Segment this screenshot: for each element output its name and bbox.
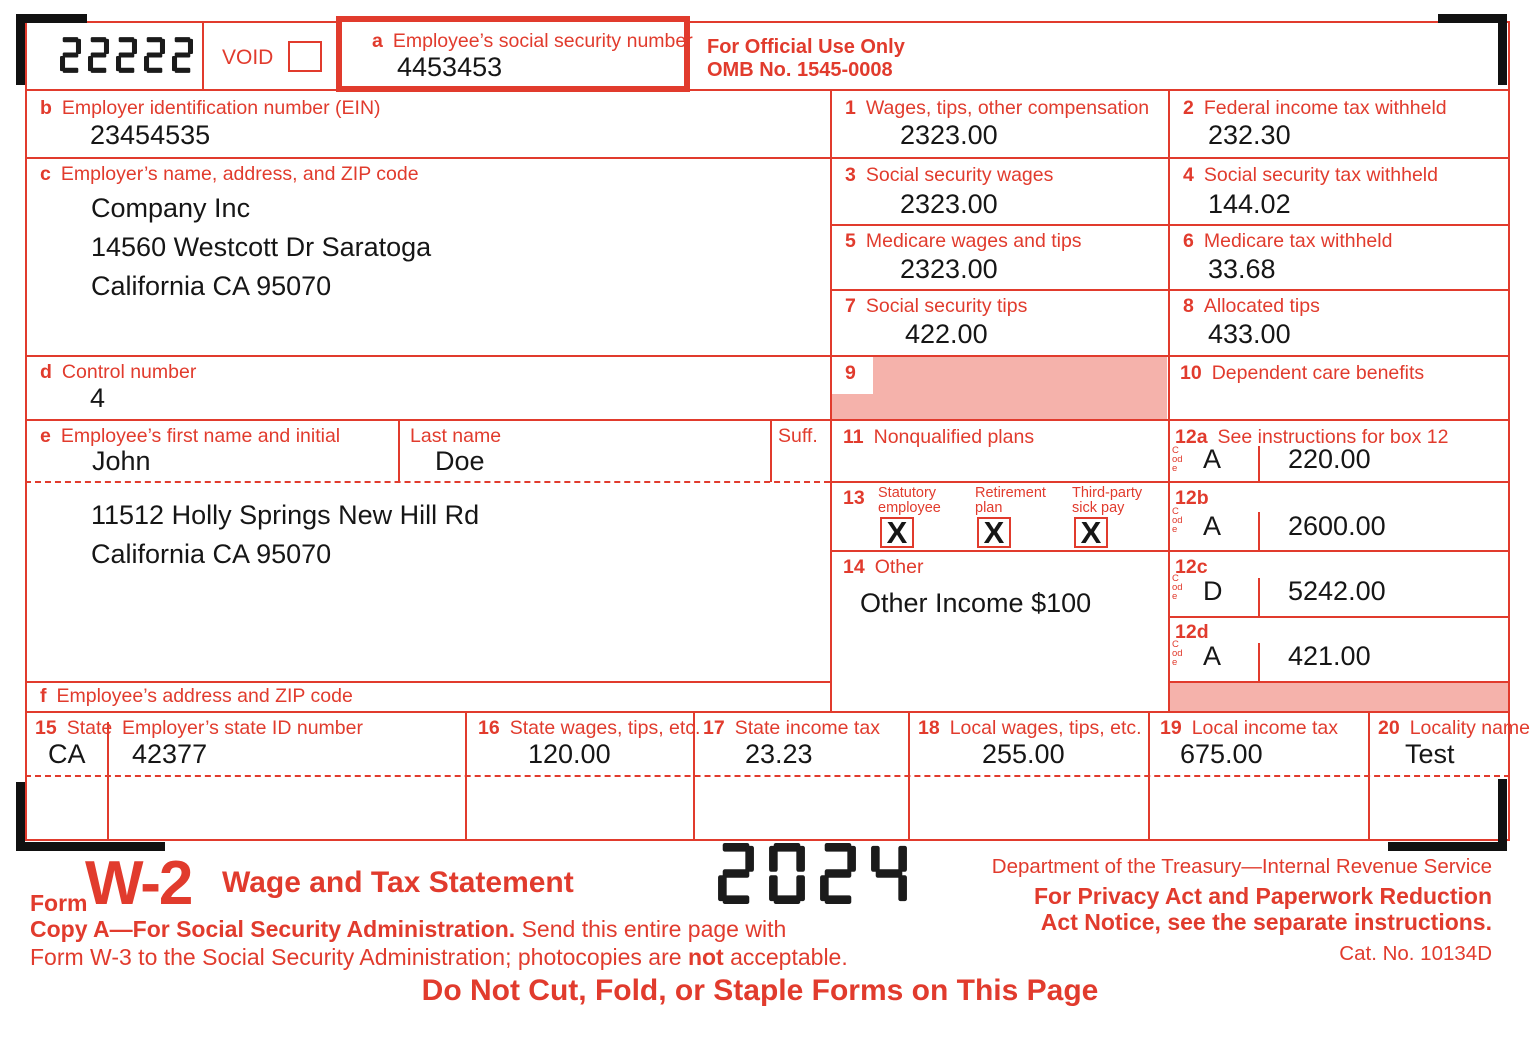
employee-city-state-zip[interactable]: California CA 95070 — [91, 539, 332, 569]
code-amount-divider — [1258, 643, 1260, 682]
box9-shaded-area — [831, 356, 1167, 419]
corner-mark-bottom-left — [16, 782, 165, 851]
employer-state-id-value[interactable]: 42377 — [132, 739, 208, 769]
grid-line — [1168, 681, 1510, 683]
box2-value[interactable]: 232.30 — [1208, 120, 1291, 150]
grid-line — [465, 711, 467, 840]
third-party-sick-pay-label: Third-party sick pay — [1072, 485, 1143, 516]
grid-line — [25, 681, 830, 683]
grid-line — [830, 289, 1510, 291]
grid-line — [908, 711, 910, 840]
box17-label: 17 State income tax — [703, 717, 880, 739]
grid-line — [830, 224, 1510, 226]
box4-label: 4 Social security tax withheld — [1183, 164, 1438, 186]
form-title: Wage and Tax Statement — [222, 866, 574, 899]
omb-number: OMB No. 1545-0008 — [707, 59, 893, 81]
box12d-code[interactable]: A — [1203, 641, 1222, 671]
box3-value[interactable]: 2323.00 — [900, 189, 998, 219]
box14-label: 14 Other — [843, 556, 924, 578]
grid-line — [398, 419, 400, 482]
corner-mark-bottom-right — [1388, 779, 1507, 851]
box8-value[interactable]: 433.00 — [1208, 319, 1291, 349]
box-e-label: e Employee’s first name and initial — [40, 425, 341, 447]
box12b-code[interactable]: A — [1203, 511, 1222, 541]
corner-mark-top-left — [16, 14, 87, 85]
grid-line — [1368, 711, 1370, 840]
grid-line — [770, 419, 772, 482]
statutory-employee-check-mark: X — [886, 514, 908, 550]
first-name-value[interactable]: John — [92, 446, 151, 476]
box4-value[interactable]: 144.02 — [1208, 189, 1291, 219]
code-amount-divider — [1258, 512, 1260, 551]
box7-value[interactable]: 422.00 — [905, 319, 988, 349]
employer-state-id-label: Employer’s state ID number — [122, 717, 363, 739]
code-amount-divider — [1258, 446, 1260, 482]
grid-line — [830, 550, 1510, 552]
copy-a-instructions-line1: Copy A—For Social Security Administration. Send this entire page with — [30, 916, 787, 942]
box19-value[interactable]: 675.00 — [1180, 739, 1263, 769]
box12b-label: 12b — [1175, 487, 1209, 509]
employee-street[interactable]: 11512 Holly Springs New Hill Rd — [91, 500, 480, 530]
box14-value[interactable]: Other Income $100 — [860, 588, 1092, 618]
box-d-label: d Control number — [40, 361, 197, 383]
tax-year-digits — [716, 843, 909, 904]
grid-line-dashed — [25, 775, 1510, 777]
corner-mark-top-right — [1438, 14, 1507, 85]
treasury-department-line: Department of the Treasury—Internal Revenue Service — [991, 855, 1492, 878]
box18-value[interactable]: 255.00 — [982, 739, 1065, 769]
box9-label: 9 — [845, 362, 856, 384]
grid-line — [25, 21, 27, 841]
form-word: Form — [30, 890, 88, 916]
employer-name[interactable]: Company Inc — [91, 193, 251, 223]
retirement-plan-label: Retirement plan — [975, 485, 1046, 516]
grid-line — [25, 21, 1510, 23]
box-f-label: f Employee’s address and ZIP code — [40, 685, 353, 707]
grid-line — [1168, 89, 1170, 713]
void-checkbox[interactable] — [288, 41, 322, 72]
privacy-act-line1: For Privacy Act and Paperwork Reduction — [1034, 883, 1492, 909]
code-amount-divider — [1258, 578, 1260, 617]
box12a-code[interactable]: A — [1203, 444, 1222, 474]
box16-label: 16 State wages, tips, etc. — [478, 717, 701, 739]
retirement-plan-checkbox[interactable] — [977, 514, 1011, 550]
box1-value[interactable]: 2323.00 — [900, 120, 998, 150]
box12-bottom-shaded-band — [1169, 682, 1508, 711]
grid-line — [25, 89, 1510, 91]
box20-label: 20 Locality name — [1378, 717, 1531, 739]
control-number-value[interactable]: 4 — [90, 383, 106, 413]
catalog-number: Cat. No. 10134D — [1339, 942, 1492, 965]
grid-line — [25, 711, 1510, 713]
box19-label: 19 Local income tax — [1160, 717, 1339, 739]
box20-value[interactable]: Test — [1405, 739, 1455, 769]
box12c-code[interactable]: D — [1203, 576, 1223, 606]
box12c-label: 12c — [1175, 556, 1208, 578]
grid-line-dashed — [25, 481, 830, 483]
box12a-label: 12a See instructions for box 12 — [1175, 426, 1449, 448]
box-a-label: a Employee’s social security number — [372, 30, 693, 52]
statutory-employee-label: Statutory employee — [878, 485, 941, 516]
employer-city-state-zip[interactable]: California CA 95070 — [91, 271, 332, 301]
box17-value[interactable]: 23.23 — [745, 739, 813, 769]
official-use-label: For Official Use Only — [707, 36, 905, 58]
third-party-sick-pay-check-mark: X — [1080, 514, 1102, 550]
grid-line — [830, 89, 832, 713]
box12c-code-word: Code — [1172, 573, 1183, 602]
third-party-sick-pay-checkbox[interactable] — [1074, 514, 1108, 550]
grid-line — [25, 839, 1510, 841]
last-name-value[interactable]: Doe — [435, 446, 485, 476]
suffix-label: Suff. — [778, 425, 818, 447]
box6-label: 6 Medicare tax withheld — [1183, 230, 1393, 252]
box10-label: 10 Dependent care benefits — [1180, 362, 1425, 384]
box12b-value[interactable]: 2600.00 — [1288, 511, 1386, 541]
grid-line — [830, 481, 1510, 483]
box6-value[interactable]: 33.68 — [1208, 254, 1276, 284]
box-a-highlight-border — [336, 16, 690, 92]
employer-street[interactable]: 14560 Westcott Dr Saratoga — [91, 232, 432, 262]
box12d-code-word: Code — [1172, 639, 1183, 668]
box5-label: 5 Medicare wages and tips — [845, 230, 1082, 252]
grid-line — [1148, 711, 1150, 840]
grid-line — [25, 157, 1510, 159]
retirement-plan-check-mark: X — [983, 514, 1005, 550]
box12d-label: 12d — [1175, 621, 1209, 643]
box12b-code-word: Code — [1172, 506, 1183, 535]
box16-value[interactable]: 120.00 — [528, 739, 611, 769]
copy-a-instructions-line2: Form W-3 to the Social Security Administration; photocopies are not acceptable. — [30, 944, 848, 970]
box12c-value[interactable]: 5242.00 — [1288, 576, 1386, 606]
box-c-label: c Employer’s name, address, and ZIP code — [40, 163, 419, 185]
box-b-label: b Employer identification number (EIN) — [40, 97, 381, 119]
box12d-value[interactable]: 421.00 — [1288, 641, 1371, 671]
privacy-act-line2: Act Notice, see the separate instructions. — [1040, 909, 1492, 935]
last-name-label: Last name — [410, 425, 502, 447]
do-not-cut-warning: Do Not Cut, Fold, or Staple Forms on This Page — [421, 974, 1099, 1007]
box15-label: 15 State — [35, 717, 113, 739]
box7-label: 7 Social security tips — [845, 295, 1028, 317]
void-label: VOID — [222, 46, 274, 69]
box11-label: 11 Nonqualified plans — [843, 426, 1035, 448]
box5-value[interactable]: 2323.00 — [900, 254, 998, 284]
box2-label: 2 Federal income tax withheld — [1183, 97, 1447, 119]
box3-label: 3 Social security wages — [845, 164, 1054, 186]
box1-label: 1 Wages, tips, other compensation — [845, 97, 1150, 119]
grid-line — [1168, 616, 1510, 618]
ein-value[interactable]: 23454535 — [90, 120, 211, 150]
grid-line — [25, 419, 1510, 421]
box12a-value[interactable]: 220.00 — [1288, 444, 1371, 474]
state-value[interactable]: CA — [48, 739, 86, 769]
ssn-value[interactable]: 4453453 — [397, 52, 503, 82]
grid-line — [25, 355, 1510, 357]
box8-label: 8 Allocated tips — [1183, 295, 1320, 317]
box12a-code-word: Code — [1172, 445, 1183, 474]
grid-line — [202, 21, 204, 89]
box13-label: 13 — [843, 487, 865, 509]
statutory-employee-checkbox[interactable] — [880, 514, 914, 550]
form-number: W-2 — [85, 849, 192, 918]
box18-label: 18 Local wages, tips, etc. — [918, 717, 1142, 739]
